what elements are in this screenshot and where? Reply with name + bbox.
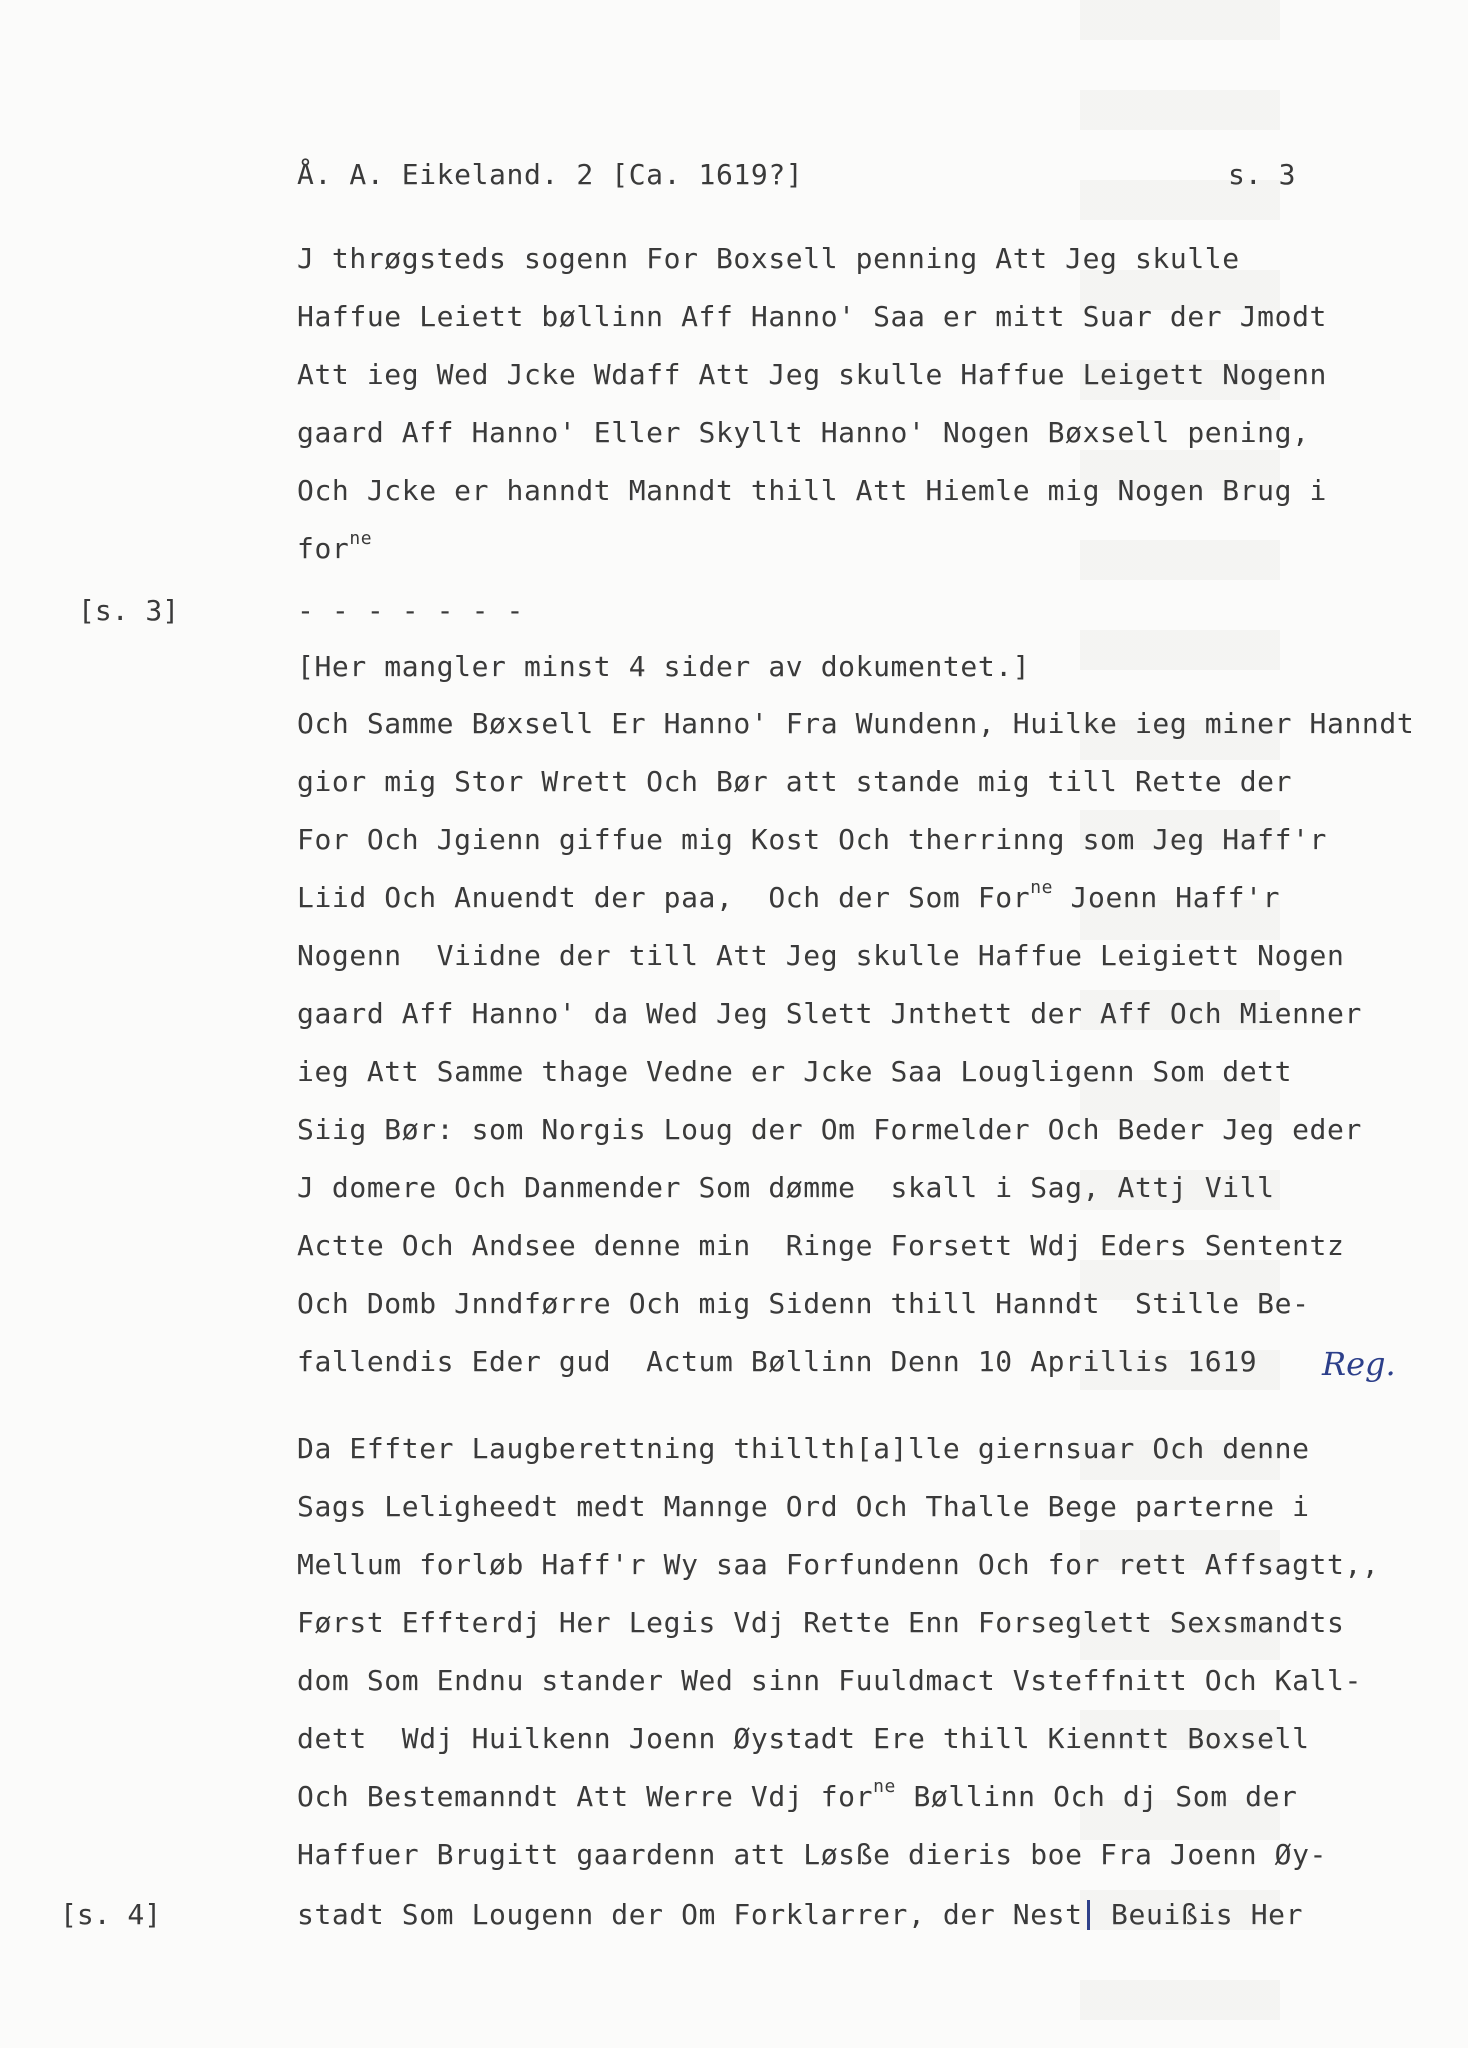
text-line-main: gior mig Stor Wrett Och Bør att stande mig till Rette der [297,765,1293,798]
text-line [297,1432,1310,1466]
text-line [297,528,373,566]
text-line-main: J domere Och Danmender Som dømme skall i Sag, Attj Vill [297,1171,1275,1204]
text-line [297,1722,1310,1756]
text-line [297,1606,1344,1640]
text-line-main: Att ieg Wed Jcke Wdaff Att Jeg skulle Haffue Leigett Nogenn [297,358,1327,391]
superscript-abbreviation: ne [873,1776,896,1797]
text-line-main: J thrøgsteds sogenn For Boxsell penning Att Jeg skulle [297,242,1240,275]
text-line-main: for [297,532,350,565]
text-line-main: Actte Och Andsee denne min Ringe Forsett Wdj Eders Sententz [297,1229,1345,1262]
text-line [297,1490,1310,1524]
text-line-continuation: Bøllinn Och dj Som der [895,1780,1298,1813]
text-line-main: - - - - - - - [297,594,524,627]
document-header: Å. A. Eikeland. 2 [Ca. 1619?] [297,158,804,191]
text-line [297,1664,1362,1698]
text-line-main: Siig Bør: som Norgis Loug der Om Formelder Och Beder Jeg eder [297,1113,1362,1146]
text-line [297,877,1281,915]
text-line-main: Først Effterdj Her Legis Vdj Rette Enn Forseglett Sexsmandts [297,1606,1345,1639]
text-line-main: dom Som Endnu stander Wed sinn Fuuldmact Vsteffnitt Och Kall- [297,1664,1362,1697]
text-line [297,1171,1275,1205]
margin-note-s4: [s. 4] [60,1898,162,1931]
text-line [297,1055,1292,1089]
text-line-main: Och Bestemanndt Att Werre Vdj for [297,1780,874,1813]
page-break-marker [1087,1900,1090,1930]
text-line-continuation: Beuißis Her [1093,1898,1304,1931]
text-line [297,358,1327,392]
text-line [297,707,1414,741]
text-line [297,1345,1257,1379]
text-line-main: Och Domb Jnndførre Och mig Sidenn thill Hanndt Stille Be- [297,1287,1310,1320]
text-line-main: Och Samme Bøxsell Er Hanno' Fra Wundenn, Huilke ieg miner Hanndt [297,707,1415,740]
text-line-main: Haffue Leiett bøllinn Aff Hanno' Saa er mitt Suar der Jmodt [297,300,1327,333]
handwritten-reg-annotation: Reg. [1322,1345,1396,1383]
text-line-continuation: Joenn Haff'r [1053,881,1281,914]
margin-note-s3: [s. 3] [78,594,180,627]
text-line [297,416,1310,450]
text-line-main: Och Jcke er hanndt Manndt thill Att Hiemle mig Nogen Brug i [297,474,1327,507]
text-line-main: dett Wdj Huilkenn Joenn Øystadt Ere thill Kienntt Boxsell [297,1722,1310,1755]
text-line [297,1287,1310,1321]
text-line-main: stadt Som Lougenn der Om Forklarrer, der Nest [297,1898,1083,1931]
page-number: s. 3 [1228,158,1296,191]
text-line [297,242,1240,276]
text-line [297,1838,1327,1872]
text-line [297,765,1292,799]
text-line [297,823,1327,857]
text-line-main: [Her mangler minst 4 sider av dokumentet.] [297,650,1031,683]
text-line-main: fallendis Eder gud Actum Bøllinn Denn 10 Aprillis 1619 [297,1345,1258,1378]
text-line [297,1548,1379,1582]
text-line-main: gaard Aff Hanno' Eller Skyllt Hanno' Nogen Bøxsell pening, [297,416,1310,449]
text-line-main: Mellum forløb Haff'r Wy saa Forfundenn Och for rett Affsagtt,, [297,1548,1380,1581]
superscript-abbreviation: ne [1030,877,1054,898]
superscript-abbreviation: ne [349,528,373,549]
text-line [297,1113,1362,1147]
text-line [297,939,1344,973]
text-line-main: Liid Och Anuendt der paa, Och der Som For [297,881,1031,914]
text-line [297,594,524,628]
text-line-main: Haffuer Brugitt gaardenn att Løsße dieris boe Fra Joenn Øy- [297,1838,1327,1871]
text-line-main: Sags Leligheedt medt Mannge Ord Och Thalle Bege parterne i [297,1490,1310,1523]
text-line [297,300,1327,334]
text-line-main: ieg Att Samme thage Vedne er Jcke Saa Lougligenn Som dett [297,1055,1293,1088]
text-line-main: gaard Aff Hanno' da Wed Jeg Slett Jnthett der Aff Och Mienner [297,997,1362,1030]
text-line-main: Da Effter Laugberettning thillth[a]lle giernsuar Och denne [297,1432,1310,1465]
text-line [297,1229,1344,1263]
text-line [297,997,1362,1031]
text-line-main: Nogenn Viidne der till Att Jeg skulle Haffue Leigiett Nogen [297,939,1345,972]
text-line [297,650,1030,684]
text-line [297,1776,1298,1814]
text-line [297,1898,1303,1932]
text-line [297,474,1327,508]
text-line-main: For Och Jgienn giffue mig Kost Och therrinng som Jeg Haff'r [297,823,1327,856]
